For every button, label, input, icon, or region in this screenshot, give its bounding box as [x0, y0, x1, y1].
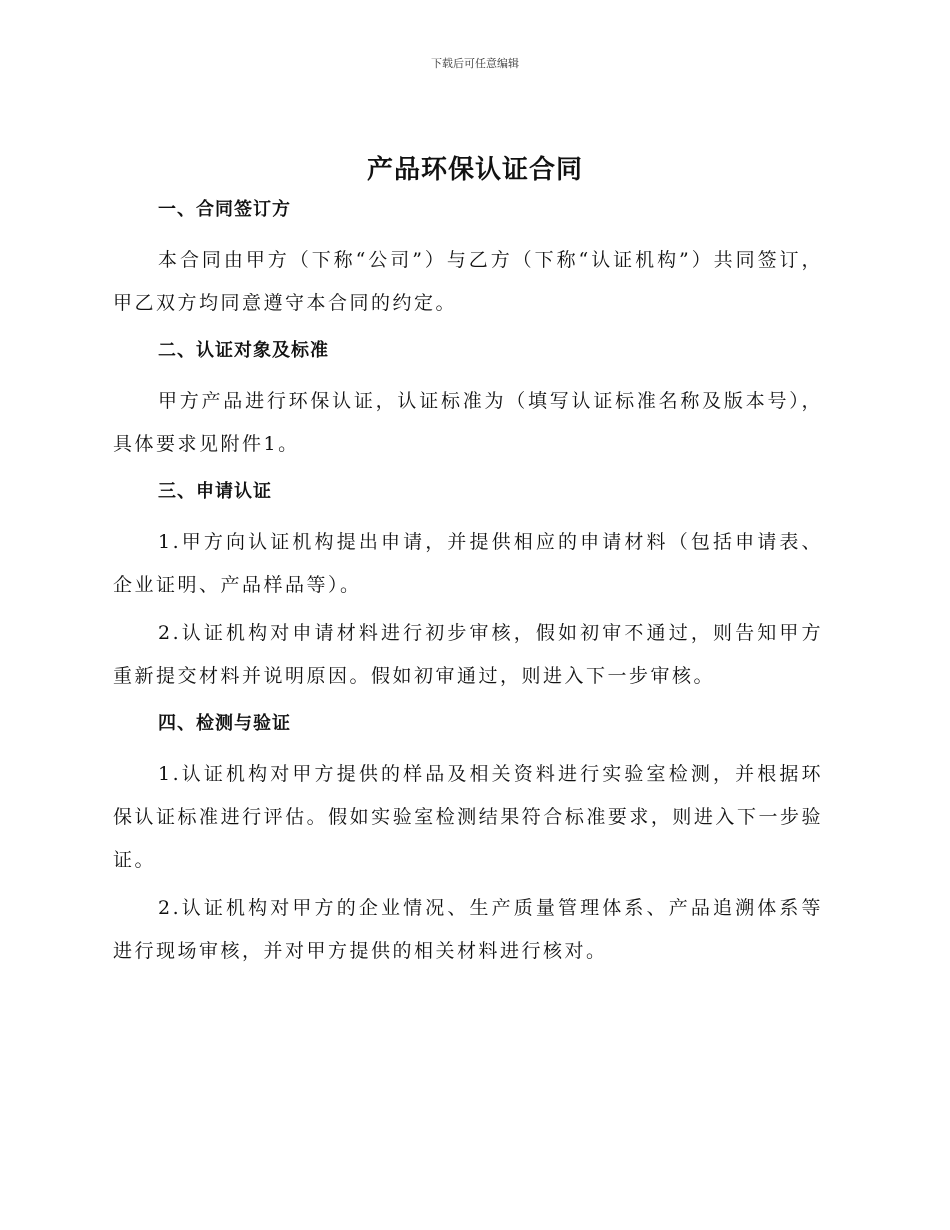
section-application: [113, 475, 823, 698]
section-heading: 二、认证对象及标准: [158, 340, 329, 361]
section-testing: [113, 707, 823, 973]
document-title: 产品环保认证合同: [366, 155, 583, 185]
paragraph: 2.认证机构对甲方的企业情况、生产质量管理体系、产品追溯体系等进行现场审核，并对甲方提供的相关材料进行核对。: [113, 897, 823, 962]
paragraph: 1.甲方向认证机构提出申请，并提供相应的申请材料（包括申请表、企业证明、产品样品等）。: [113, 531, 823, 596]
paragraph: 1.认证机构对甲方提供的样品及相关资料进行实验室检测，并根据环保认证标准进行评估。假如实验室检测结果符合标准要求，则进入下一步验证。: [113, 763, 823, 871]
section-heading: 一、合同签订方: [158, 199, 291, 220]
paragraph: 本合同由甲方（下称“公司”）与乙方（下称“认证机构”）共同签订，甲乙双方均同意遵守本合同的约定。: [113, 249, 823, 314]
section-heading: 三、申请认证: [158, 481, 272, 502]
section-heading: 四、检测与验证: [158, 713, 291, 734]
paragraph: 甲方产品进行环保认证，认证标准为（填写认证标准名称及版本号），具体要求见附件1。: [113, 390, 823, 455]
paragraph: 2.认证机构对申请材料进行初步审核，假如初审不通过，则告知甲方重新提交材料并说明原因。假如初审通过，则进入下一步审核。: [113, 622, 823, 687]
header-note: 下载后可任意编辑: [431, 57, 519, 70]
section-object-standard: [113, 334, 823, 466]
document-body: [113, 193, 823, 978]
section-parties: [113, 193, 823, 325]
